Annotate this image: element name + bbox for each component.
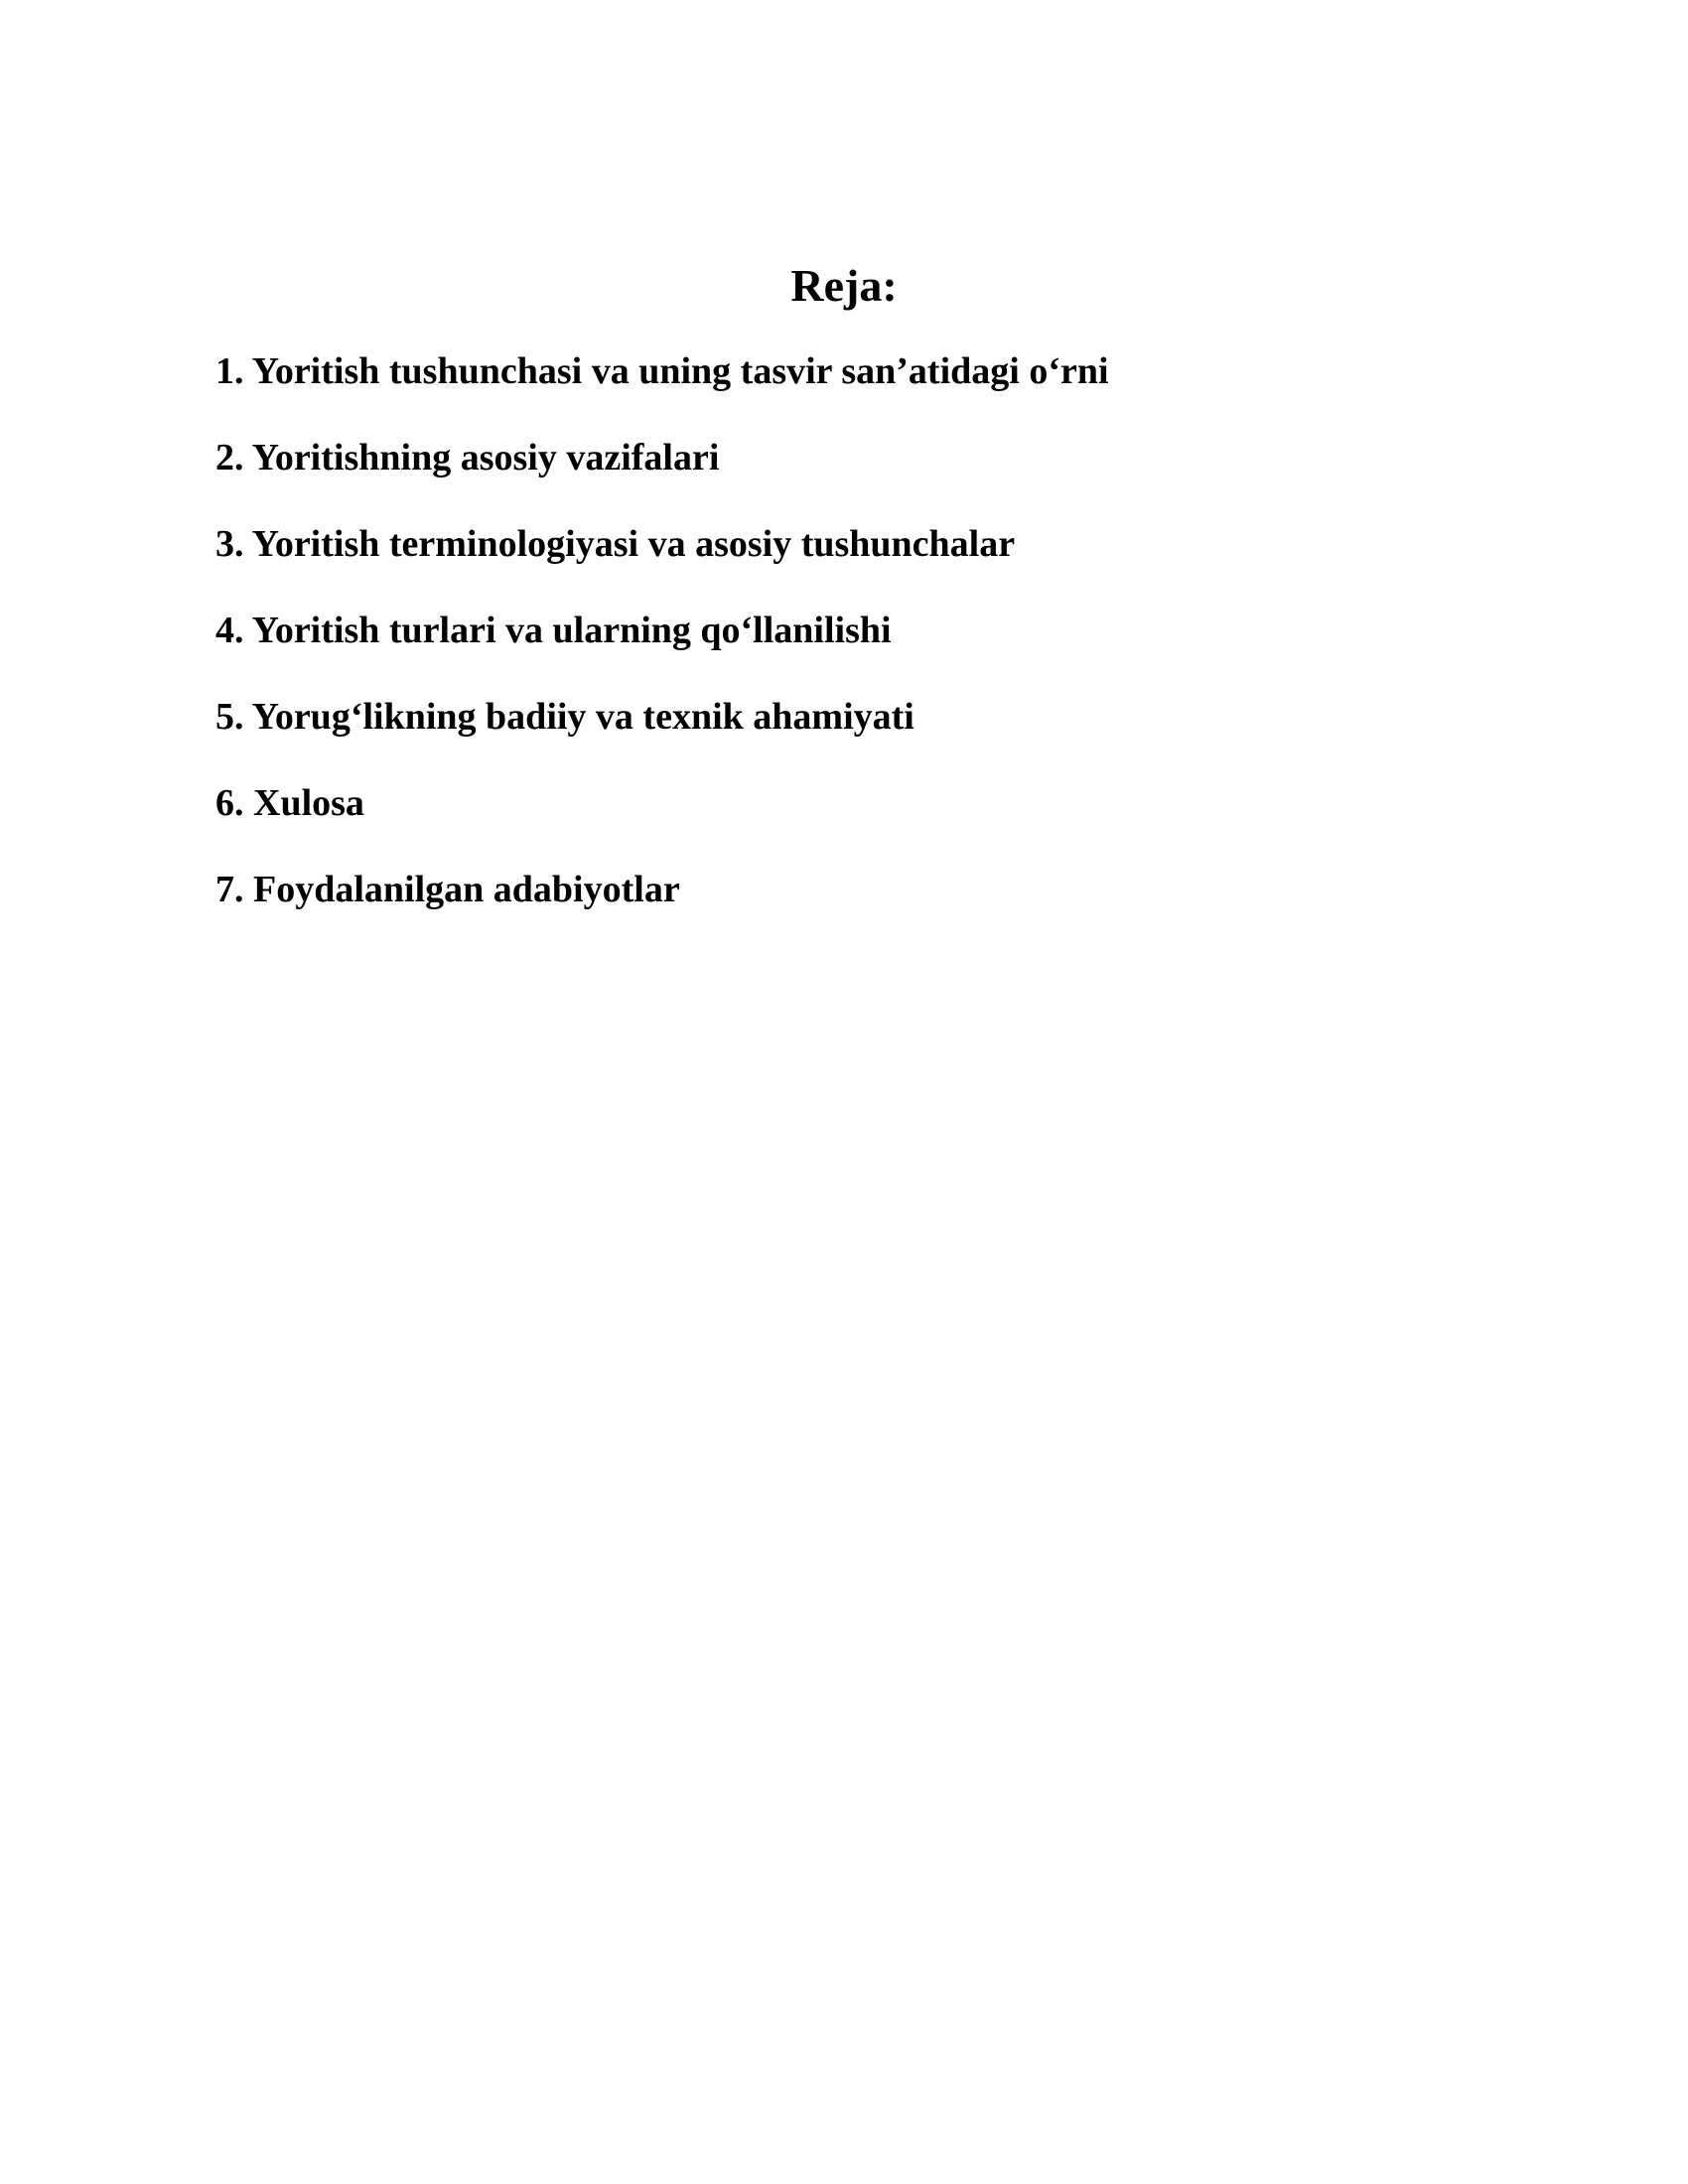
plan-item: 2. Yoritishning asosiy vazifalari	[215, 437, 720, 478]
plan-item: 7. Foydalanilgan adabiyotlar	[215, 869, 680, 910]
plan-item: 3. Yoritish terminologiyasi va asosiy tushunchalar	[215, 523, 1016, 565]
plan-item: 6. Xulosa	[215, 782, 364, 824]
plan-item: 4. Yoritish turlari va ularning qo‘llanilishi	[215, 610, 892, 651]
page-title: Reja:	[790, 260, 898, 311]
plan-list	[215, 346, 1109, 951]
plan-item: 5. Yorug‘likning badiiy va texnik ahamiyati	[215, 696, 914, 738]
plan-item: 1. Yoritish tushunchasi va uning tasvir san’atidagi o‘rni	[215, 350, 1109, 392]
